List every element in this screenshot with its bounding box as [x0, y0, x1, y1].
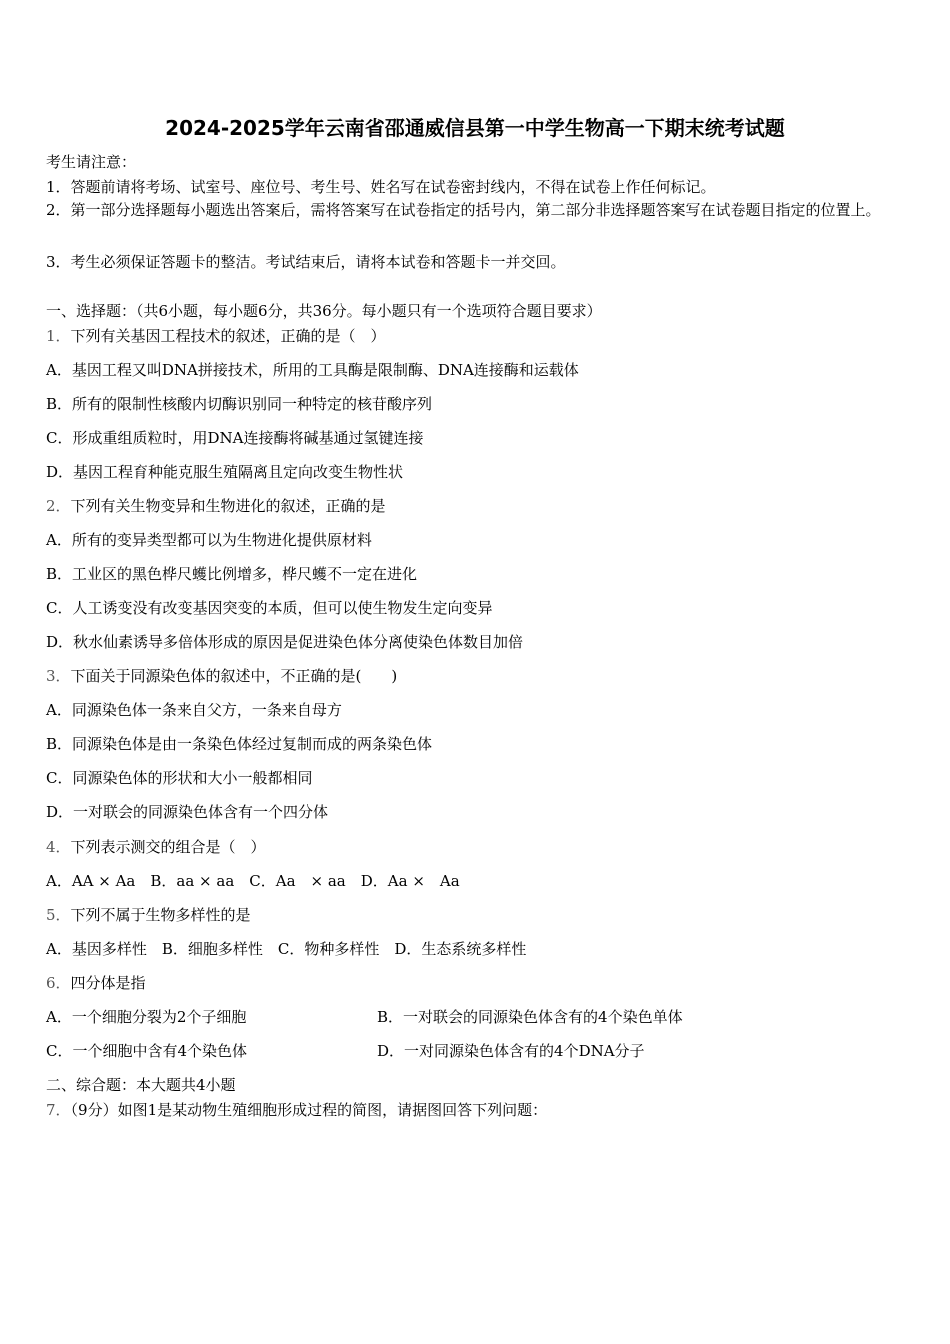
q1-option-a: A．基因工程又叫DNA拼接技术，所用的工具酶是限制酶、DNA连接酶和运载体 [46, 361, 579, 379]
question-number: 6． [46, 974, 71, 992]
question-number: 7． [46, 1101, 71, 1119]
page-title: 2024-2025学年云南省邵通威信县第一中学生物高一下期末统考试题 [165, 116, 785, 140]
q6-option-d: D．一对同源染色体含有的4个DNA分子 [377, 1042, 645, 1060]
question-number: 1． [46, 327, 71, 345]
question-2 [46, 496, 386, 516]
notice-heading: 考生请注意： [46, 153, 137, 171]
q3-option-b: B．同源染色体是由一条染色体经过复制而成的两条染色体 [46, 735, 433, 753]
q2-option-c: C．人工诱变没有改变基因突变的本质，但可以使生物发生定向变异 [46, 599, 493, 617]
notice-item-2: 2．第一部分选择题每小题选出答案后，需将答案写在试卷指定的括号内，第二部分非选择题答案写在试卷题目指定的位置上。 [46, 201, 881, 219]
q1-option-c: C．形成重组质粒时，用DNA连接酶将碱基通过氢键连接 [46, 429, 424, 447]
q6-option-c: C．一个细胞中含有4个染色体 [46, 1042, 248, 1060]
question-number: 5． [46, 906, 71, 924]
q6-option-b: B．一对联会的同源染色体含有的4个染色单体 [377, 1008, 683, 1026]
q4-options: A．AA × Aa B．aa × aa C．Aa × aa D．Aa × Aa [46, 872, 460, 890]
q5-options: A．基因多样性 B．细胞多样性 C．物种多样性 D．生态系统多样性 [46, 940, 527, 958]
q2-option-a: A．所有的变异类型都可以为生物进化提供原材料 [46, 531, 372, 549]
question-7 [46, 1100, 547, 1120]
question-stem: 下列不属于生物多样性的是 [70, 906, 251, 924]
q1-option-d: D．基因工程育种能克服生殖隔离且定向改变生物性状 [46, 463, 404, 481]
q2-option-b: B．工业区的黑色桦尺蠖比例增多，桦尺蠖不一定在进化 [46, 565, 418, 583]
question-stem: 下列有关生物变异和生物进化的叙述，正确的是 [70, 497, 386, 515]
notice-item-3: 3．考生必须保证答题卡的整洁。考试结束后，请将本试卷和答题卡一并交回。 [46, 253, 566, 271]
question-5 [46, 905, 251, 925]
question-stem: 下列有关基因工程技术的叙述，正确的是（ ） [70, 327, 386, 345]
section-1-heading: 一、选择题：（共6小题，每小题6分，共36分。每小题只有一个选项符合题目要求） [46, 302, 602, 320]
question-stem: （9分）如图1是某动物生殖细胞形成过程的简图，请据图回答下列问题： [70, 1101, 548, 1119]
q3-option-c: C．同源染色体的形状和大小一般都相同 [46, 769, 313, 787]
question-number: 3． [46, 667, 71, 685]
question-4 [46, 837, 266, 857]
question-1 [46, 326, 386, 346]
question-number: 4． [46, 838, 71, 856]
question-number: 2． [46, 497, 71, 515]
question-stem: 下面关于同源染色体的叙述中，不正确的是( ) [70, 667, 398, 685]
q6-option-a: A．一个细胞分裂为2个子细胞 [46, 1008, 247, 1026]
q1-option-b: B．所有的限制性核酸内切酶识别同一种特定的核苷酸序列 [46, 395, 433, 413]
question-3 [46, 666, 397, 686]
q2-option-d: D．秋水仙素诱导多倍体形成的原因是促进染色体分离使染色体数目加倍 [46, 633, 524, 651]
question-stem: 四分体是指 [70, 974, 146, 992]
question-6 [46, 973, 146, 993]
q3-option-a: A．同源染色体一条来自父方，一条来自母方 [46, 701, 342, 719]
notice-item-1: 1．答题前请将考场、试室号、座位号、考生号、姓名写在试卷密封线内，不得在试卷上作任何标记。 [46, 178, 716, 196]
section-2-heading: 二、综合题：本大题共4小题 [46, 1076, 236, 1094]
q3-option-d: D．一对联会的同源染色体含有一个四分体 [46, 803, 329, 821]
question-stem: 下列表示测交的组合是（ ） [70, 838, 266, 856]
